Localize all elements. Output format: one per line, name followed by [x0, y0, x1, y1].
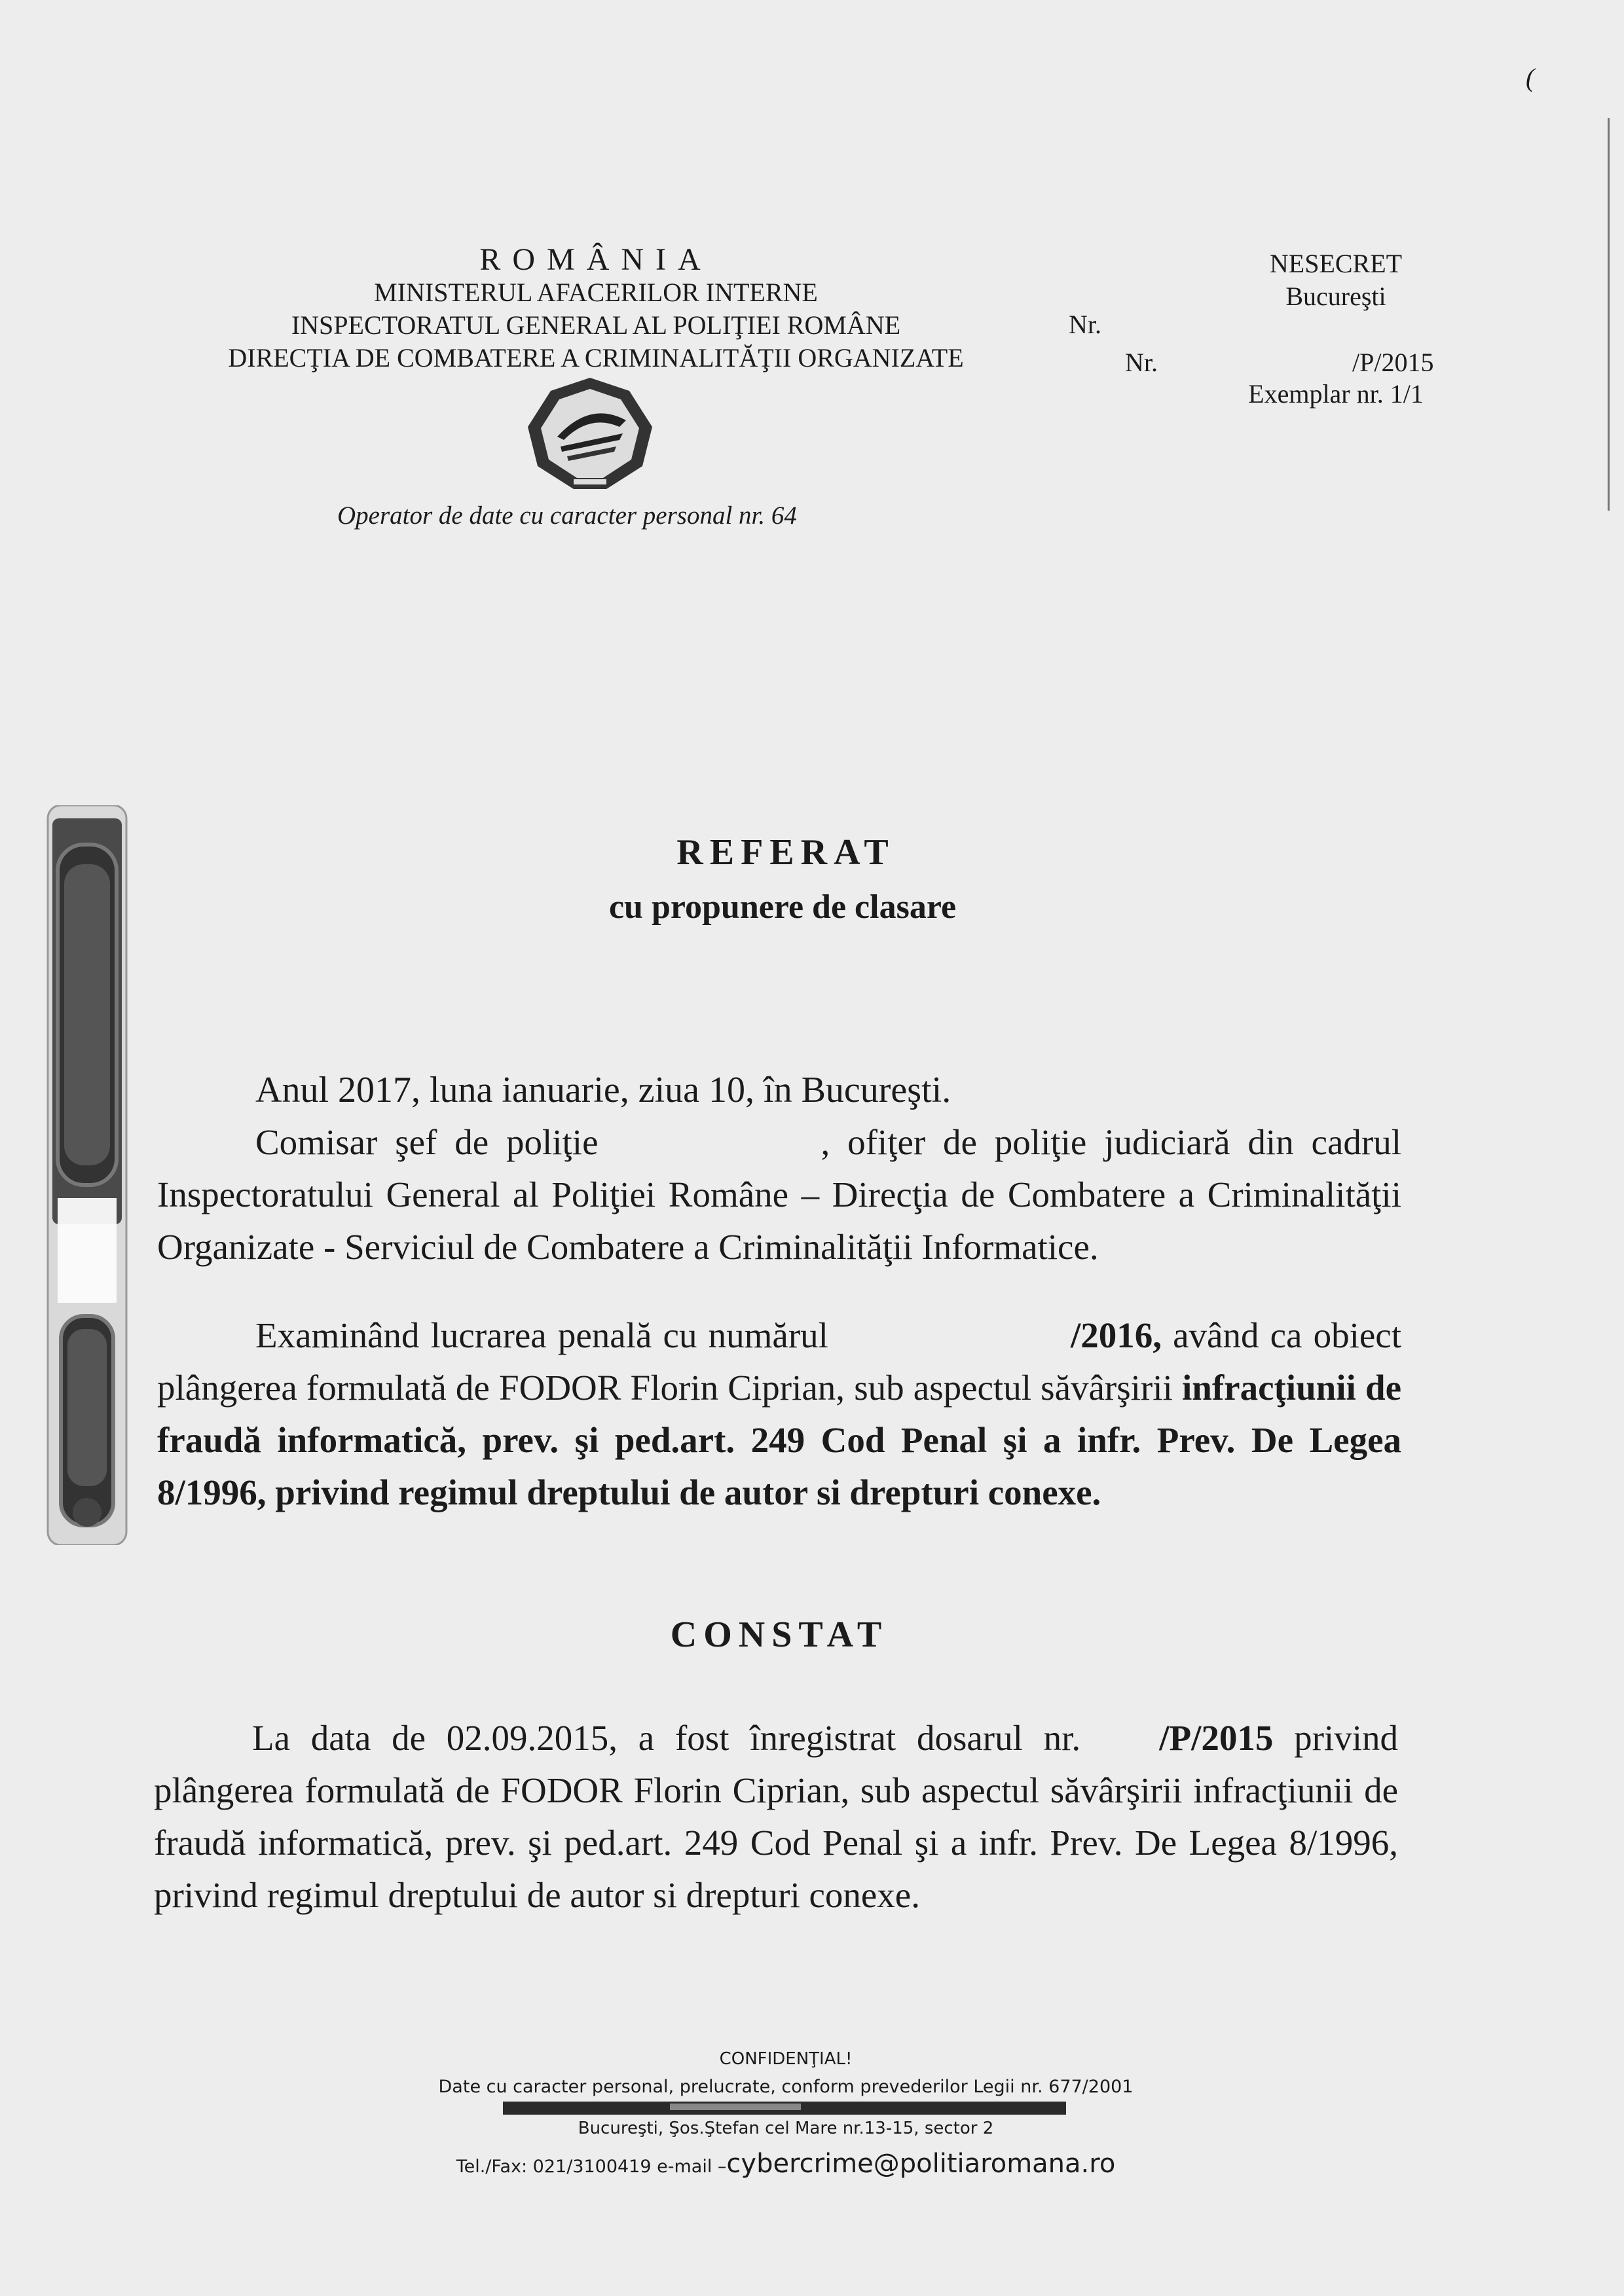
classification-block: [1139, 247, 1532, 313]
examination-paragraph: [157, 1309, 1401, 1519]
constat-details: privind plângerea formulată de FODOR Florin Ciprian, sub aspectul săvârşirii infracţiunii de fraudă informatică, prev. şi ped.art. 249 Cod Penal şi a infr. Prev. De Legea 8/1996, privind regimul dreptului de autor si drepturi conexe.: [154, 1718, 1398, 1915]
date-line: Anul 2017, luna ianuarie, ziua 10, în Bucureşti.: [255, 1070, 951, 1110]
officer-details: , ofiţer de poliţie judiciară din cadrul Inspectoratului General al Poliţiei Române – Direcţia de Combatere a Criminalităţii Organizate - Serviciul de Combatere a Criminalităţii Informatice.: [157, 1122, 1401, 1267]
examination-intro: Examinând lucrarea penală cu numărul: [255, 1315, 828, 1355]
case-number: /2016,: [1070, 1315, 1162, 1355]
document-subtitle: cu propunere de clasare: [608, 888, 957, 926]
offense-description: infracţiunii de fraudă informatică, prev. şi ped.art. 249 Cod Penal şi a infr. Prev. De Legea 8/1996, privind regimul dreptului de autor si drepturi conexe.: [157, 1368, 1401, 1512]
ministry-name: MINISTERUL AFACERILOR INTERNE: [374, 278, 818, 307]
footer-data-note: Date cu caracter personal, prelucrate, conform prevederilor Legii nr. 677/2001: [438, 2077, 1134, 2097]
registration-number-label: Nr.: [1069, 310, 1101, 339]
footer-email-link[interactable]: cybercrime@politiaromana.ro: [726, 2149, 1116, 2179]
officer-paragraph: [157, 1116, 1401, 1273]
document-title: REFERAT: [676, 832, 895, 873]
file-number-label: Nr.: [1125, 348, 1158, 377]
footer-contact: [0, 2149, 1572, 2179]
footer-address: Bucureşti, Şos.Ştefan cel Mare nr.13-15, sector 2: [578, 2119, 994, 2138]
handwritten-mark: (: [1526, 63, 1535, 92]
data-operator-note: Operator de date cu caracter personal nr. 64: [337, 501, 797, 530]
section-title-constat: CONSTAT: [670, 1614, 889, 1655]
directorate-name: DIRECŢIA DE COMBATERE A CRIMINALITĂŢII ORGANIZATE: [228, 343, 964, 373]
footer-phone: Tel./Fax: 021/3100419 e-mail –: [456, 2157, 727, 2177]
officer-rank: Comisar şef de poliţie: [255, 1122, 599, 1162]
institution-header: [98, 244, 1094, 374]
scan-edge: [1608, 118, 1610, 511]
registration-text: La data de 02.09.2015, a fost înregistrat dosarul nr.: [252, 1718, 1081, 1758]
file-number-suffix: /P/2015: [1352, 348, 1434, 377]
dossier-number: /P/2015: [1159, 1718, 1274, 1758]
city-label: Bucureşti: [1285, 282, 1386, 311]
classification-label: NESECRET: [1269, 249, 1403, 278]
constat-paragraph: [154, 1712, 1398, 1922]
police-emblem-icon: [521, 374, 659, 492]
examination-object: având ca obiect plângerea formulată de FODOR Florin Ciprian, sub aspectul săvârşirii: [157, 1315, 1402, 1408]
copy-number: Exemplar nr. 1/1: [1248, 379, 1424, 409]
footer-divider: [503, 2102, 1066, 2115]
footer-confidential: CONFIDENŢIAL!: [719, 2049, 853, 2069]
country-name: ROMÂNIA: [479, 242, 712, 277]
inspectorate-name: INSPECTORATUL GENERAL AL POLIŢIEI ROMÂNE: [291, 310, 901, 340]
